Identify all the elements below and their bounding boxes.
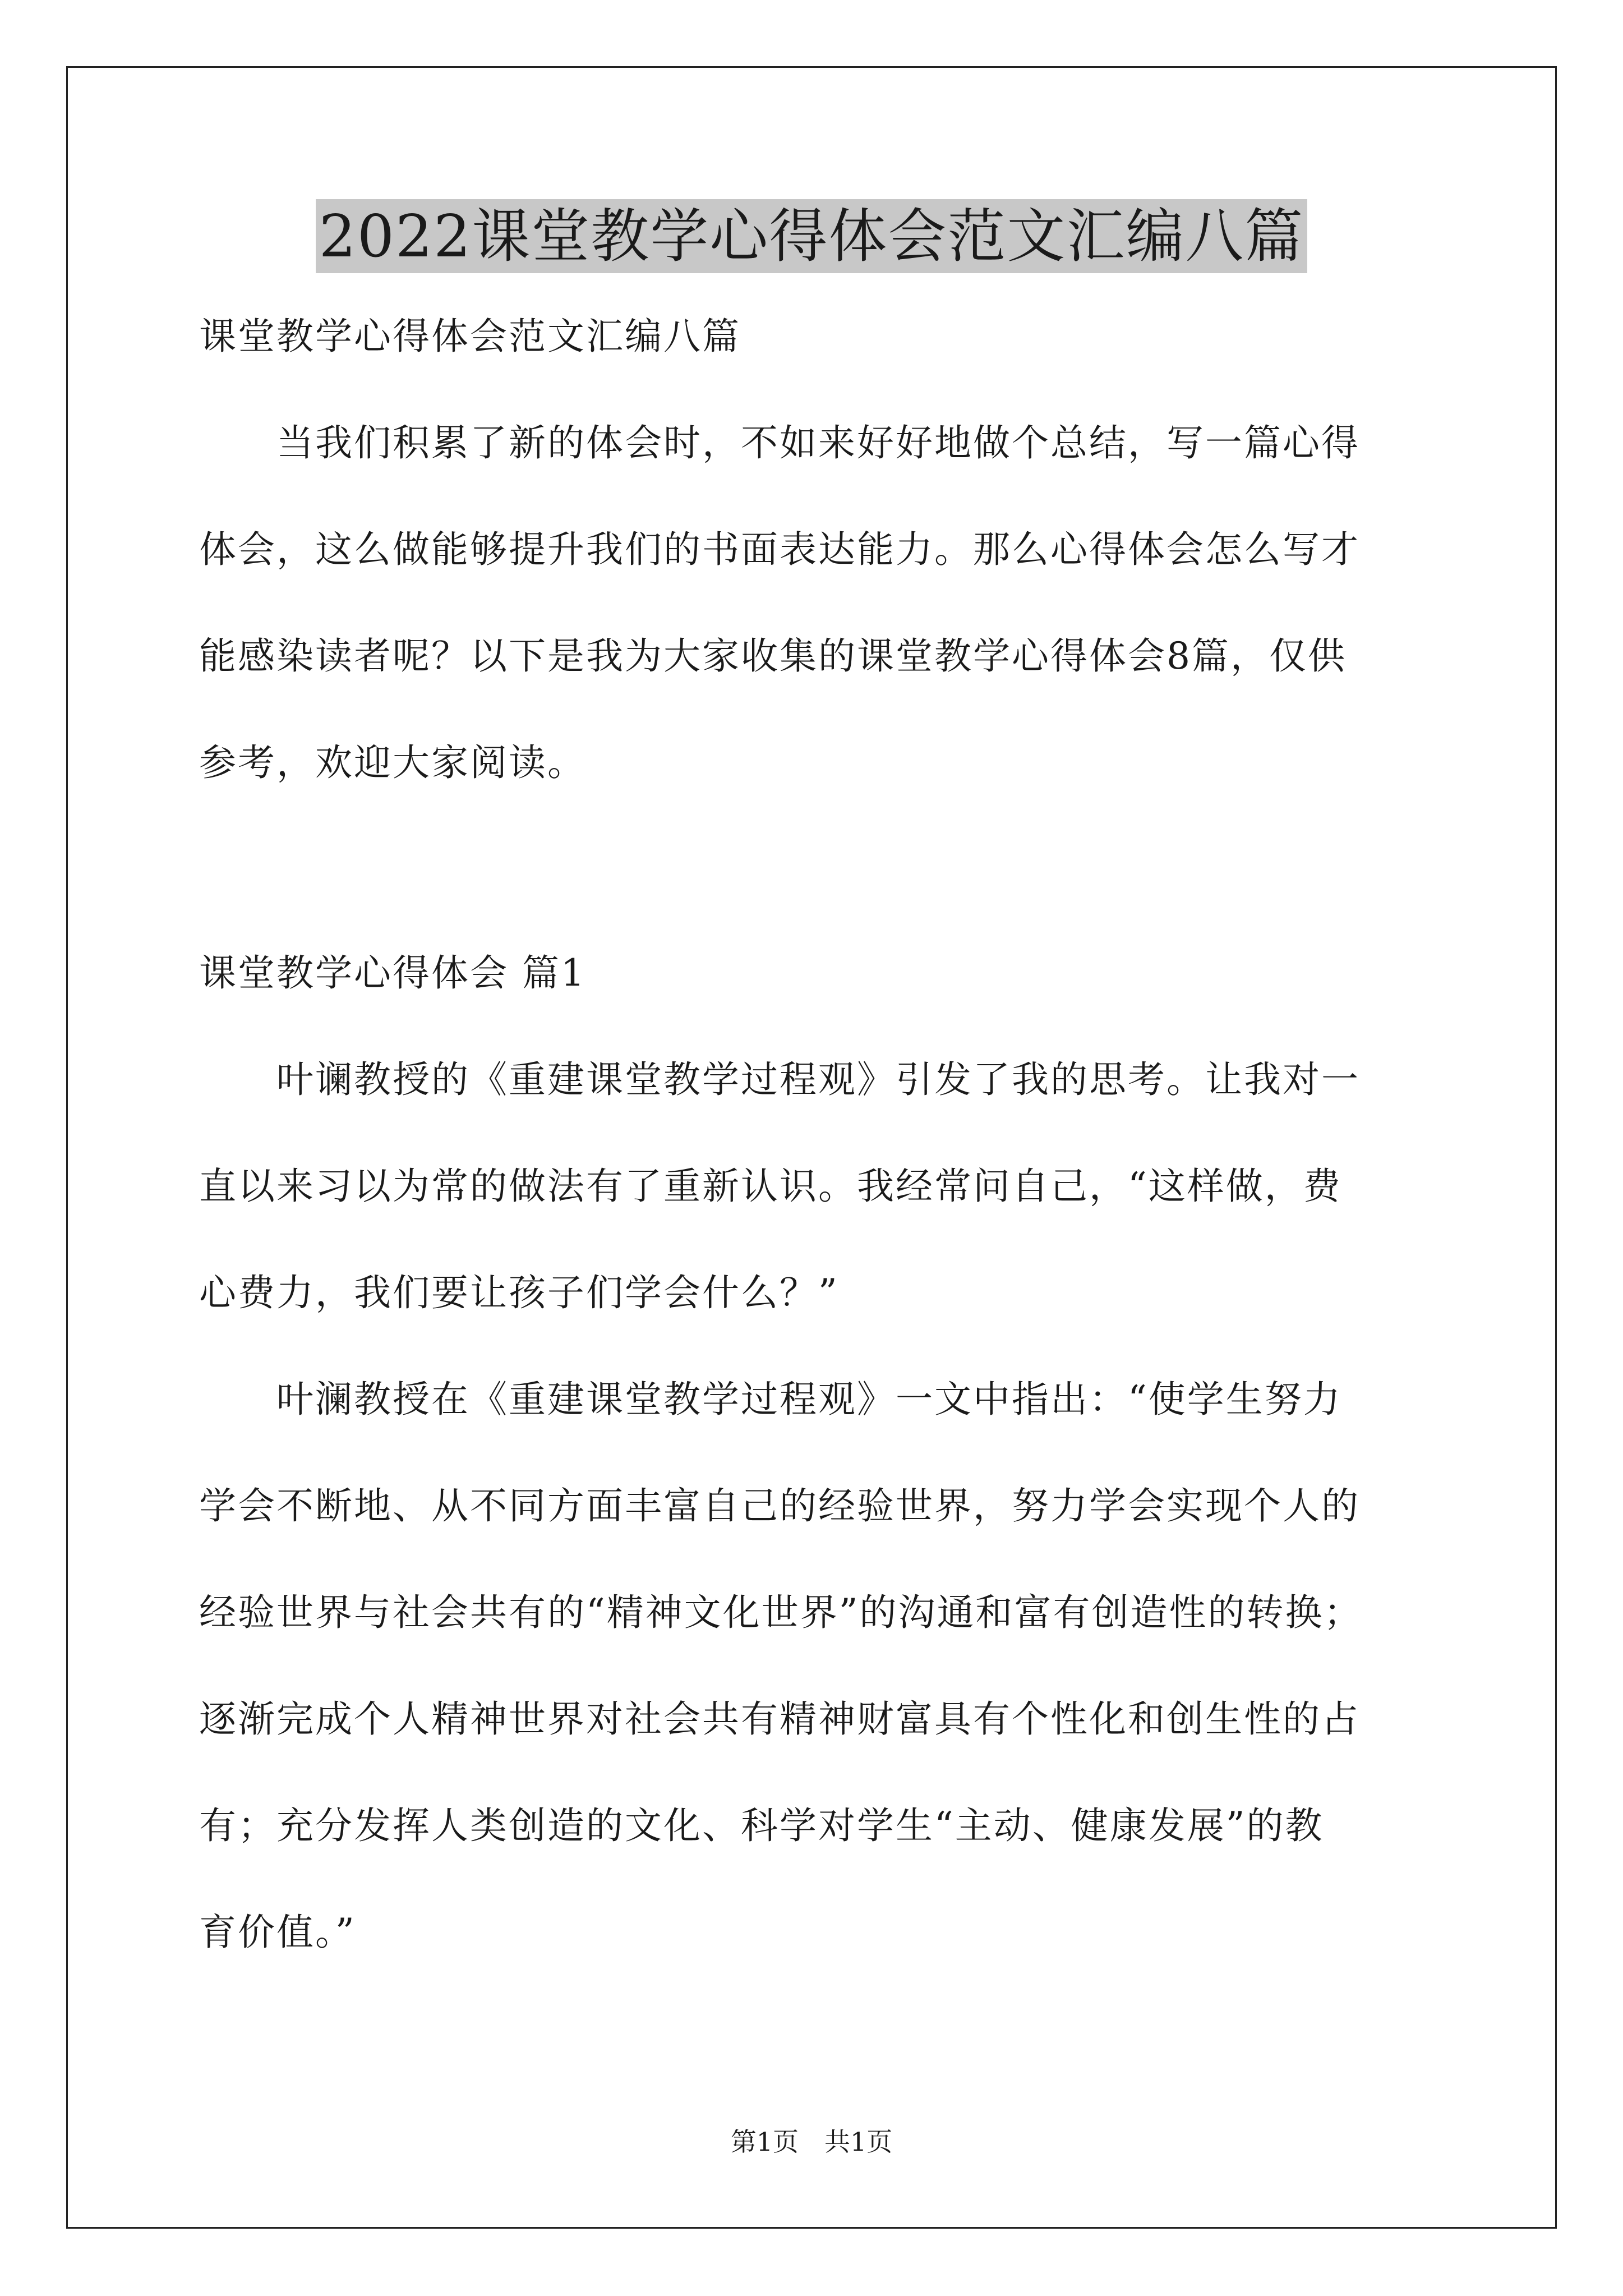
- intro-line-2: 体会，这么做能够提升我们的书面表达能力。那么心得体会怎么写才: [199, 528, 1360, 571]
- section-heading: 课堂教学心得体会 篇1: [199, 951, 586, 995]
- paragraph2-line-5: 有；充分发挥人类创造的文化、科学对学生“主动、健康发展”的教: [199, 1804, 1324, 1847]
- intro-line-1: 当我们积累了新的体会时，不如来好好地做个总结，写一篇心得: [199, 421, 1360, 464]
- title-block: [0, 199, 1623, 273]
- paragraph2-line-4: 逐渐完成个人精神世界对社会共有精神财富具有个性化和创生性的占: [199, 1697, 1360, 1741]
- paragraph1-line-2: 直以来习以为常的做法有了重新认识。我经常问自己，“这样做，费: [199, 1165, 1342, 1208]
- intro-line-3: 能感染读者呢？以下是我为大家收集的课堂教学心得体会8篇，仅供: [199, 634, 1347, 678]
- page-footer: 第1页 共1页: [730, 2127, 893, 2157]
- document-title: 2022课堂教学心得体会范文汇编八篇: [316, 199, 1308, 273]
- paragraph2-line-3: 经验世界与社会共有的“精神文化世界”的沟通和富有创造性的转换；: [199, 1591, 1363, 1634]
- paragraph2-line-1: 叶澜教授在《重建课堂教学过程观》一文中指出：“使学生努力: [199, 1378, 1342, 1421]
- page-border: [66, 66, 1557, 2229]
- intro-line-4: 参考，欢迎大家阅读。: [199, 741, 586, 784]
- paragraph1-line-1: 叶谰教授的《重建课堂教学过程观》引发了我的思考。让我对一: [199, 1058, 1360, 1101]
- paragraph2-line-2: 学会不断地、从不同方面丰富自己的经验世界，努力学会实现个人的: [199, 1484, 1360, 1527]
- paragraph2-line-6: 育价值。”: [199, 1911, 356, 1954]
- subtitle-line: 课堂教学心得体会范文汇编八篇: [199, 315, 741, 358]
- paragraph1-line-3: 心费力，我们要让孩子们学会什么？”: [199, 1271, 839, 1314]
